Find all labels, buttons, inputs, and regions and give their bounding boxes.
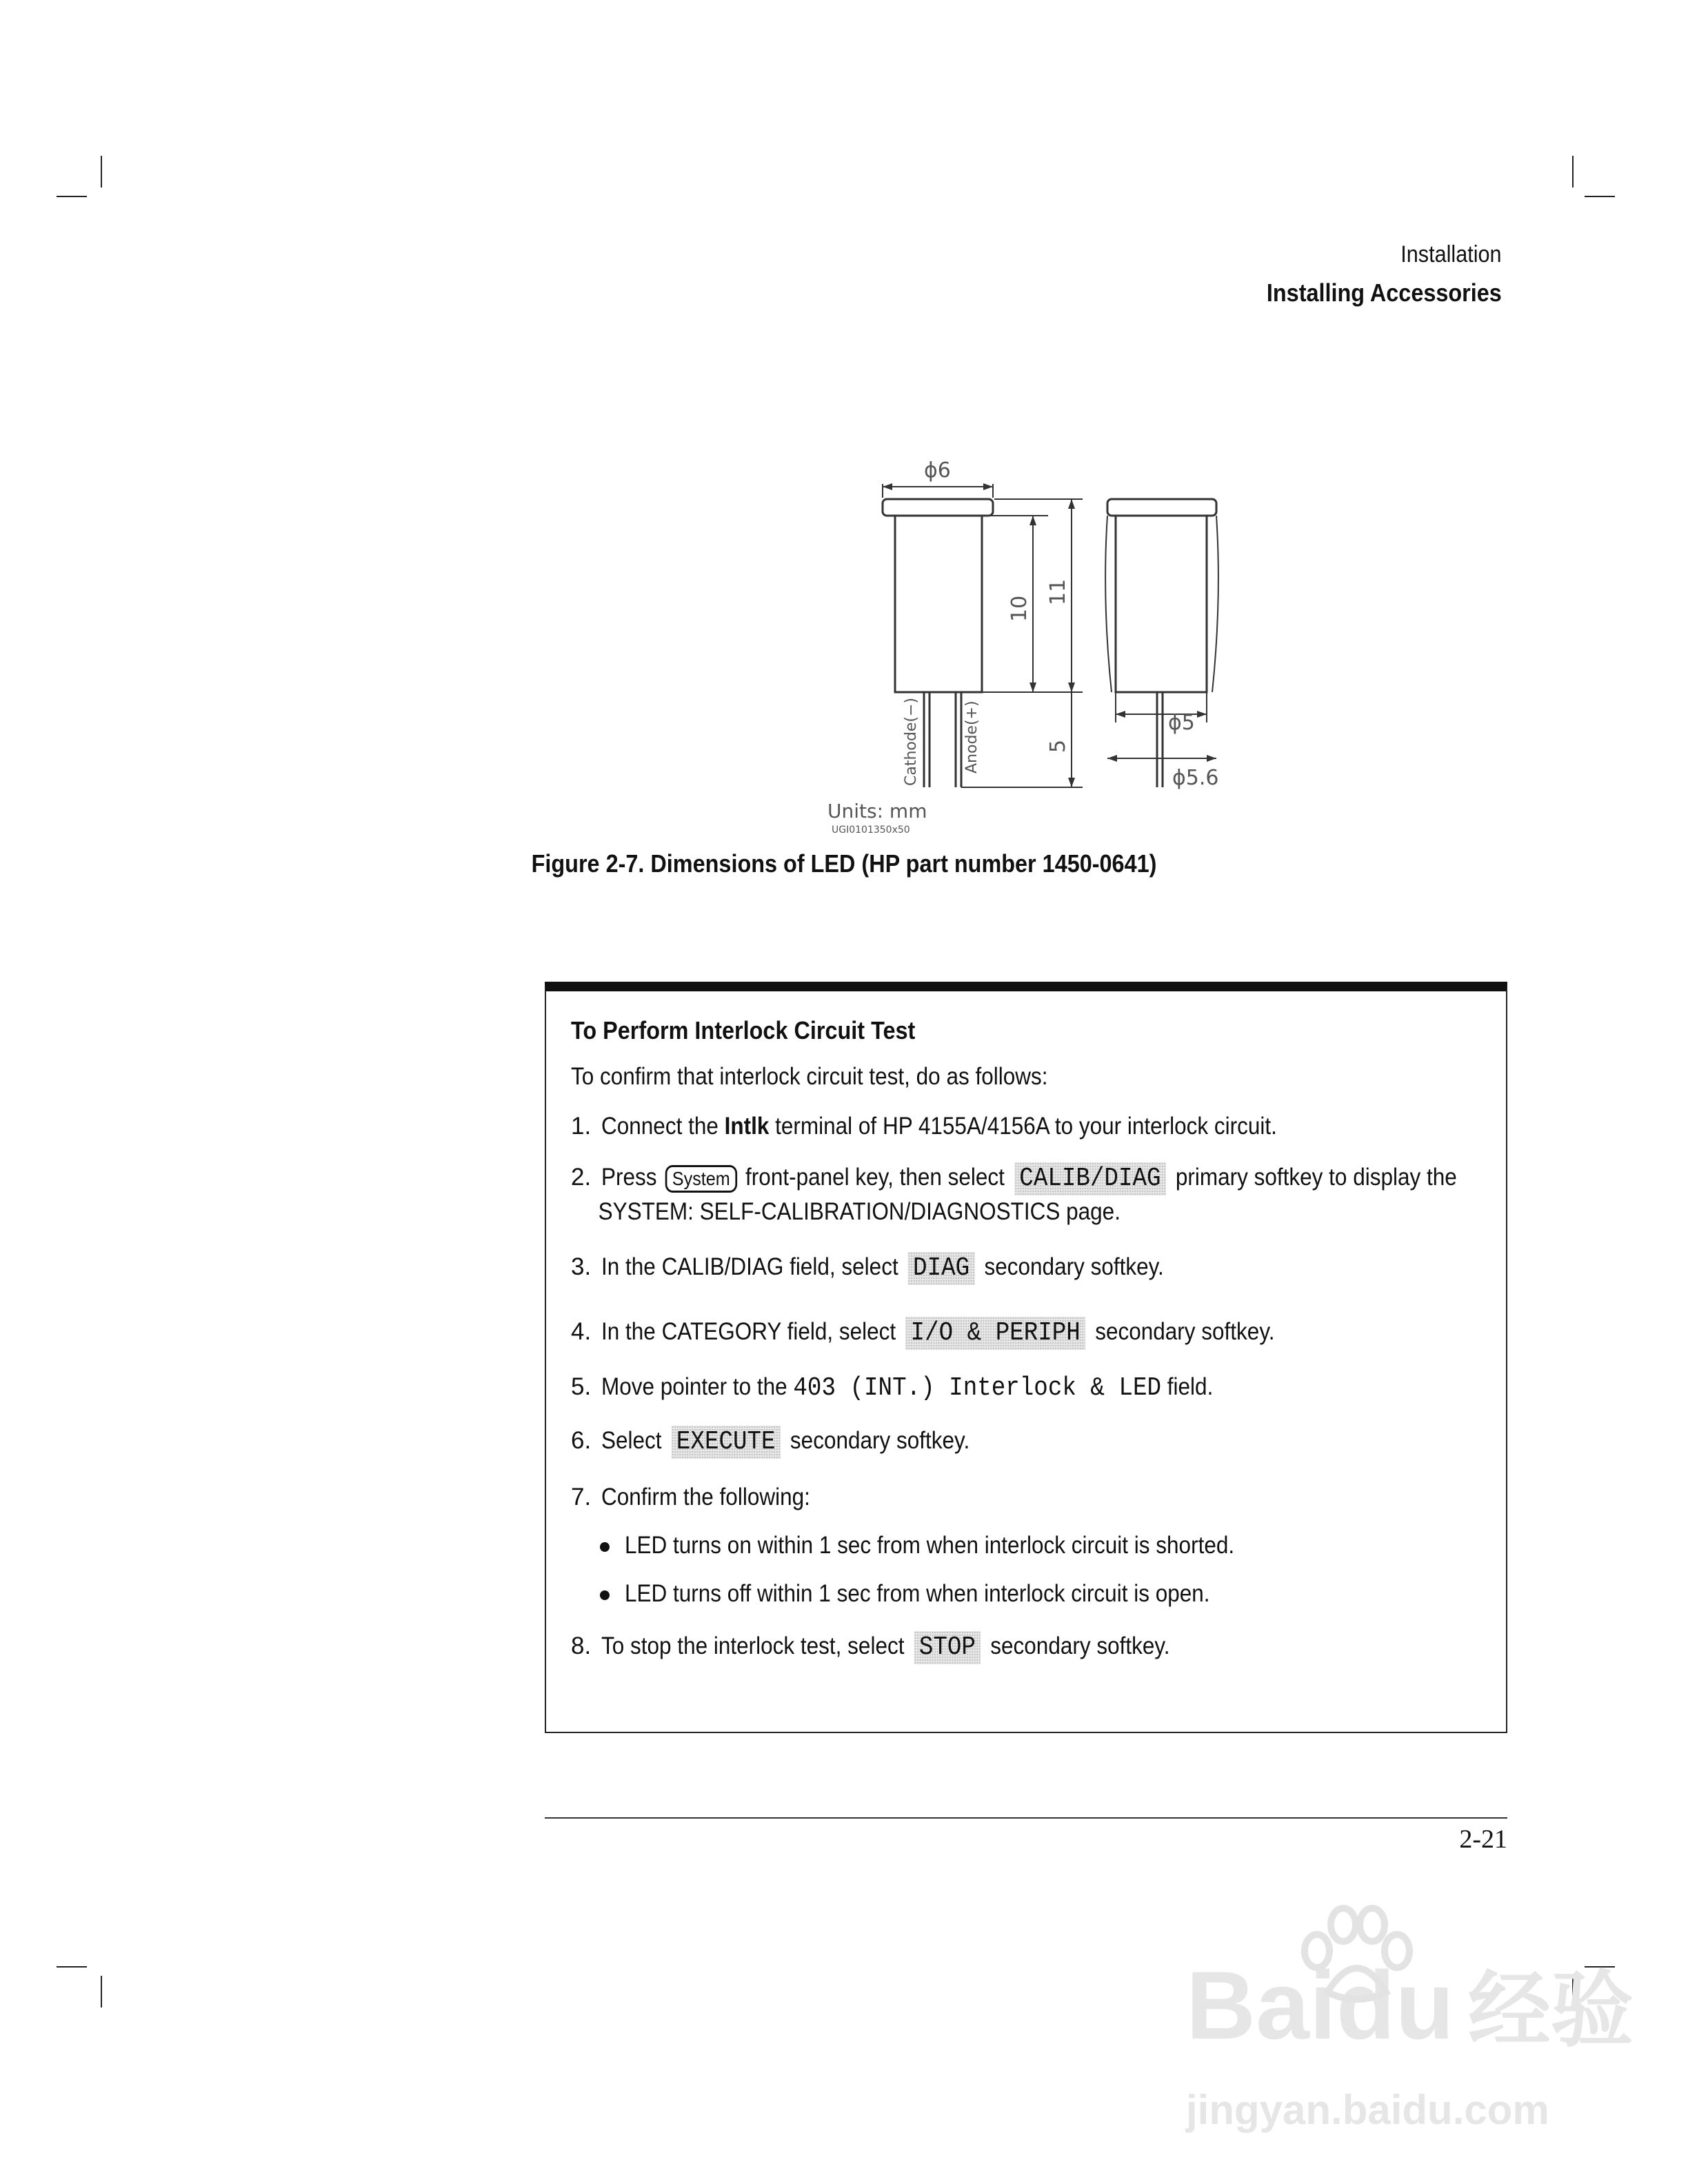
anode-label: Anode(+)	[963, 700, 981, 774]
led-flange	[883, 499, 993, 516]
io-periph-softkey: I/O & PERIPH	[905, 1317, 1085, 1350]
step-6: 6. Select EXECUTE secondary softkey.	[571, 1424, 1011, 1459]
stop-softkey: STOP	[914, 1631, 981, 1664]
execute-softkey: EXECUTE	[672, 1426, 781, 1459]
watermark-logo: Baidu 经验	[1186, 1951, 1634, 2059]
procedure-title: To Perform Interlock Circuit Test	[571, 1016, 916, 1044]
footer-rule	[545, 1817, 1507, 1819]
procedure-intro: To confirm that interlock circuit test, do as follows:	[571, 1063, 1048, 1090]
step-8: 8. To stop the interlock test, select STOP secondary softkey.	[571, 1630, 1233, 1664]
crop-mark	[1572, 156, 1574, 188]
crop-mark	[101, 156, 102, 188]
bullet-icon	[600, 1590, 610, 1600]
page-number: 2-21	[1459, 1825, 1507, 1854]
led-dimension-figure	[814, 441, 1255, 841]
step-2: 2. Press System front-panel key, then select CALIB/DIAG primary softkey to display the SYSTEM: SELF-CALIBRATION/DIAGNOSTICS page.	[571, 1164, 1457, 1225]
watermark-url: jingyan.baidu.com	[1186, 2087, 1549, 2133]
dim-lead-spacing: ϕ5.6	[1172, 766, 1219, 790]
interlock-field: 403 (INT.) Interlock & LED	[793, 1373, 1162, 1403]
step-3: 3. In the CALIB/DIAG field, select DIAG secondary softkey.	[571, 1251, 1226, 1285]
intlk-terminal: Intlk	[724, 1113, 770, 1140]
header-subsection: Installing Accessories	[1267, 279, 1502, 307]
figure-caption: Figure 2-7. Dimensions of LED (HP part number 1450-0641)	[531, 849, 1157, 878]
figure-id: UGI0101350x50	[832, 825, 910, 836]
crop-mark	[101, 1976, 102, 2008]
crop-mark	[57, 196, 87, 197]
bullet-item: LED turns off within 1 sec from when interlock circuit is open.	[600, 1580, 1275, 1608]
led-side-flange	[1107, 499, 1216, 516]
units-label: Units: mm	[827, 800, 927, 822]
paw-icon	[1296, 1903, 1414, 2006]
calib-diag-softkey: CALIB/DIAG	[1014, 1162, 1166, 1195]
dim-total-height: 11	[1046, 578, 1070, 605]
system-key: System	[665, 1165, 737, 1193]
step-4: 4. In the CATEGORY field, select I/O & PERIPH secondary softkey.	[571, 1315, 1349, 1350]
dim-lead-length: 5	[1046, 739, 1070, 753]
led-body	[895, 516, 982, 692]
led-side-body	[1116, 516, 1207, 692]
bullet-item: LED turns on within 1 sec from when interlock circuit is shorted.	[600, 1532, 1302, 1559]
diag-softkey: DIAG	[908, 1252, 974, 1285]
cathode-label: Cathode(−)	[903, 698, 920, 786]
procedure-box	[545, 982, 1507, 1733]
crop-mark	[1585, 196, 1615, 197]
step-1: 1. Connect the Intlk terminal of HP 4155A/4156A to your interlock circuit.	[571, 1113, 1277, 1140]
dim-base-diameter: ϕ5	[1168, 711, 1195, 735]
header-section: Installation	[1400, 241, 1502, 267]
step-5: 5. Move pointer to the 403 (INT.) Interlock & LED field.	[571, 1373, 1214, 1403]
bullet-icon	[600, 1542, 610, 1552]
dim-body-height: 10	[1007, 595, 1032, 622]
crop-mark	[57, 1966, 87, 1968]
step-7: 7. Confirm the following:	[571, 1484, 810, 1510]
dim-top-width: ϕ6	[924, 458, 951, 483]
